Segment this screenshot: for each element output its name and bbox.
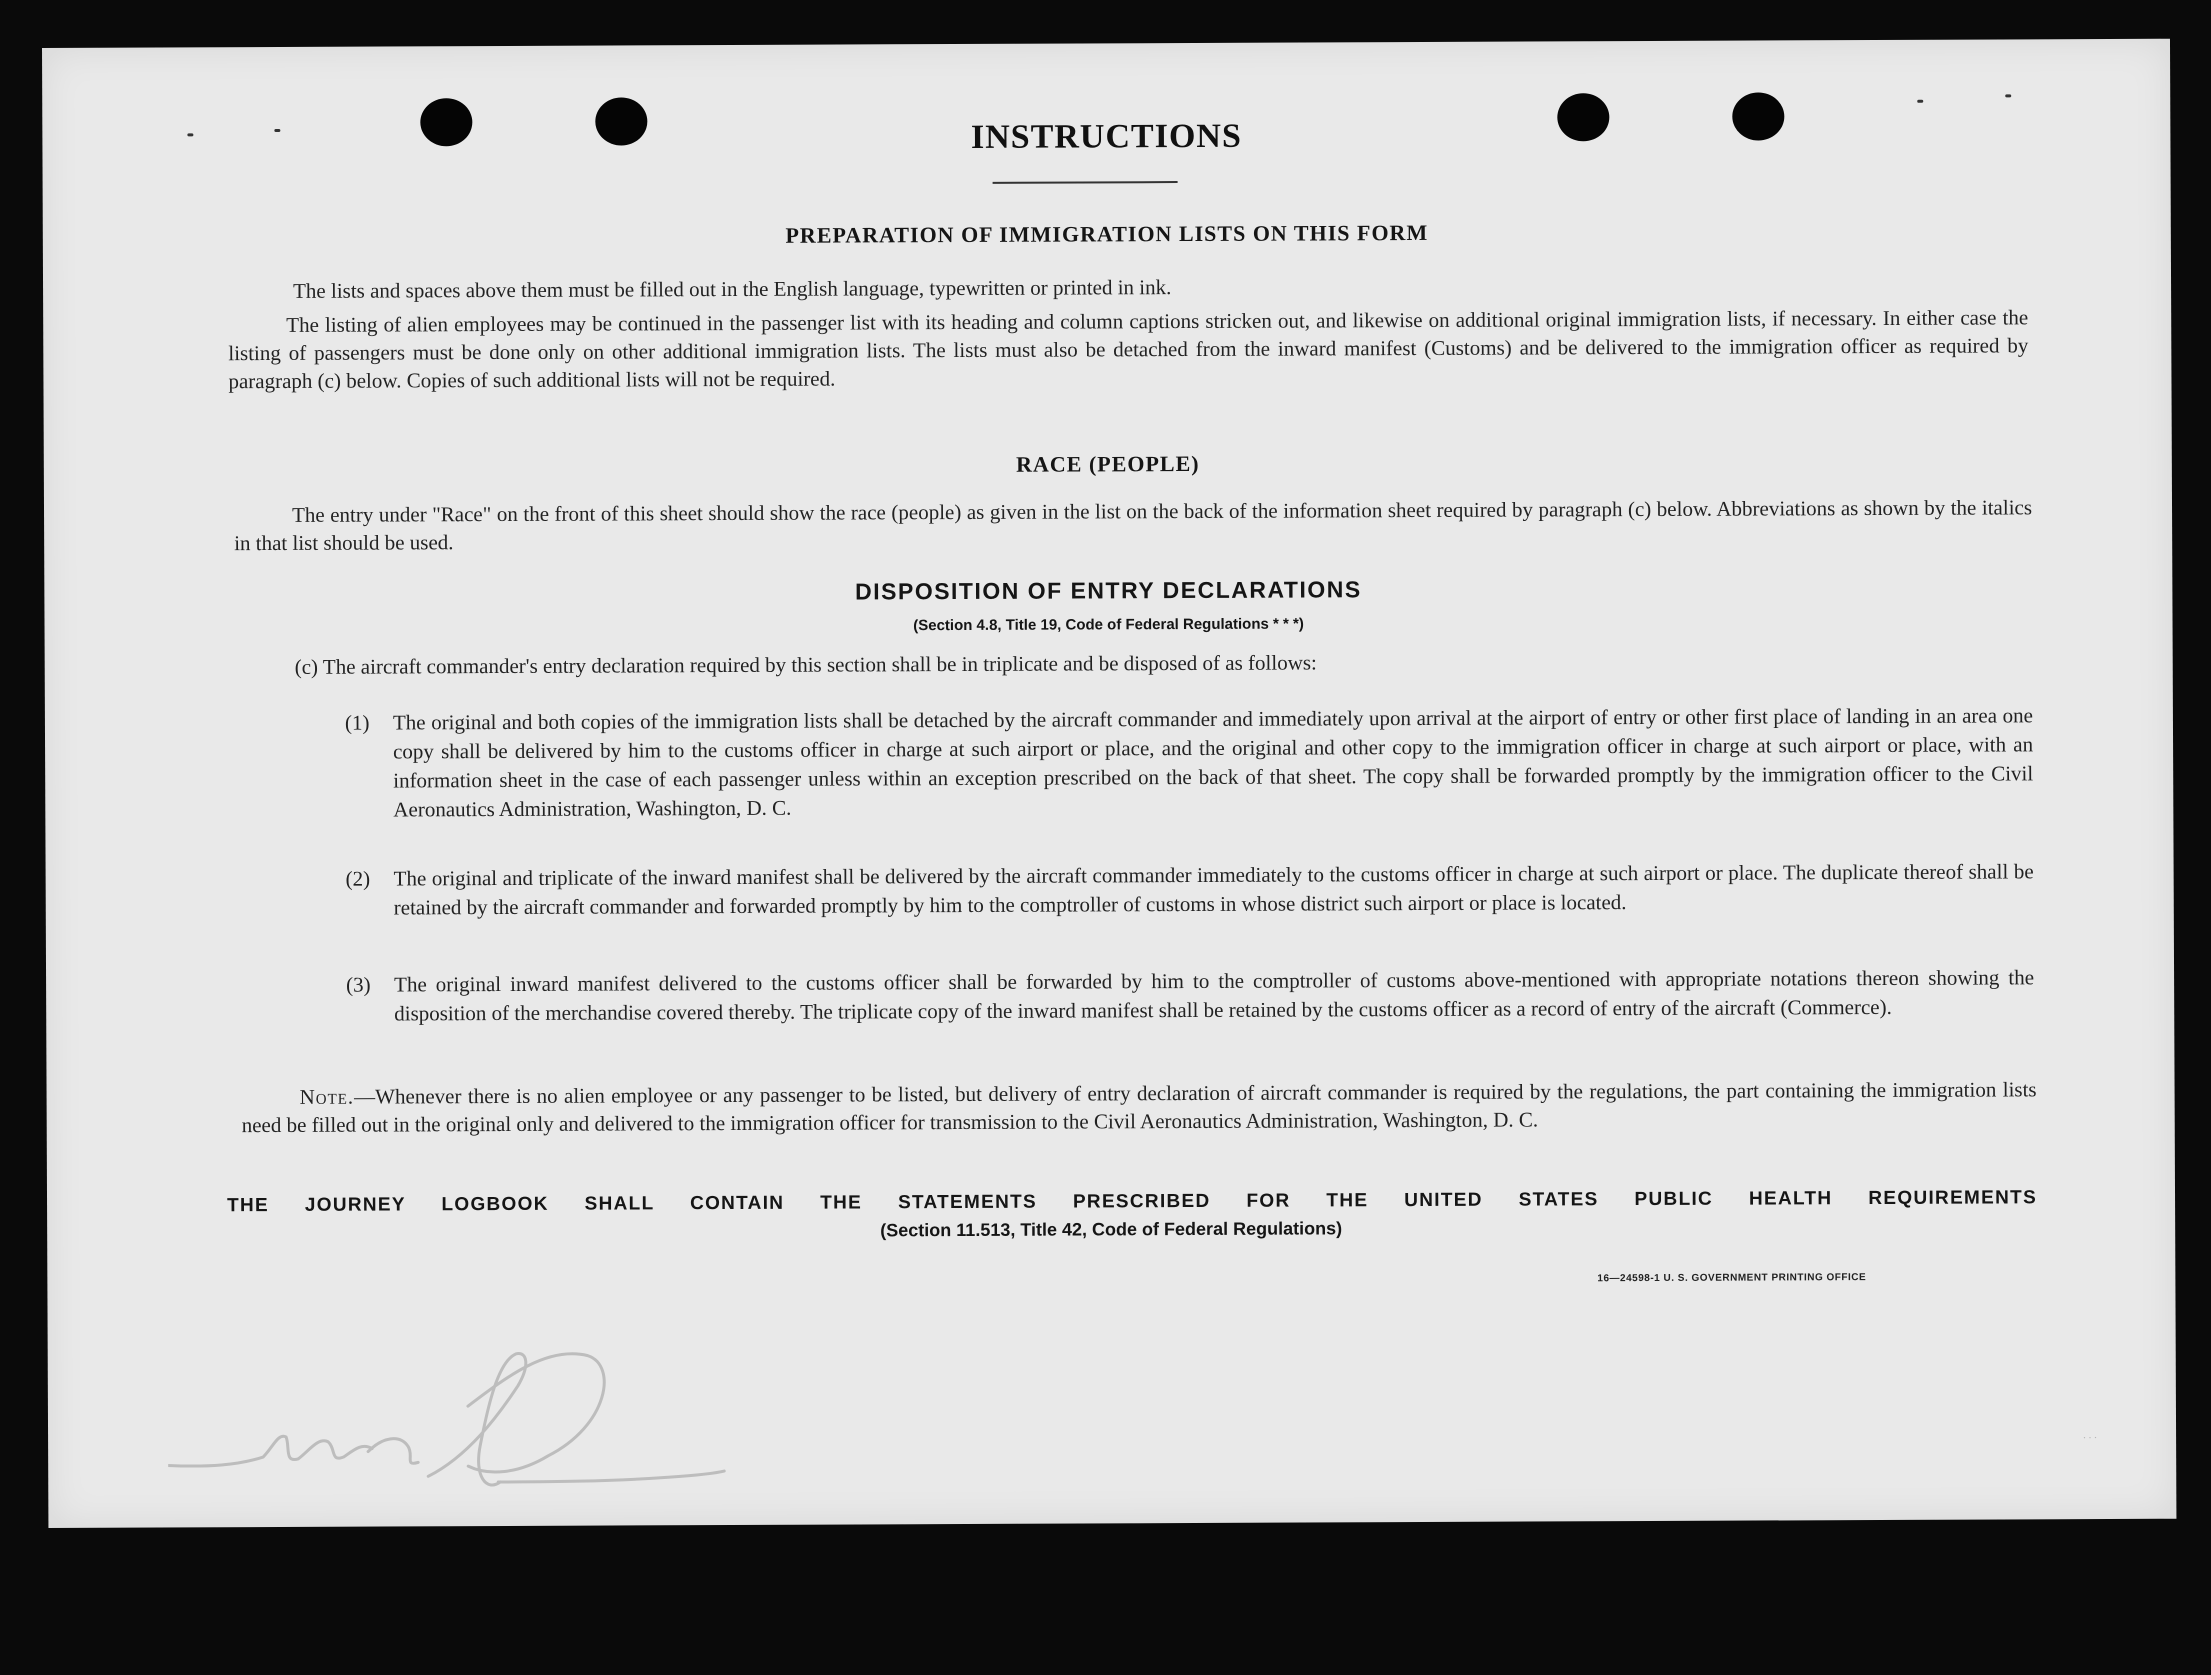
race-heading: RACE (PEOPLE) [1016, 450, 1200, 477]
preparation-paragraph-1: The lists and spaces above them must be filled out in the English language, typewritten or printed in ink. [293, 275, 1172, 303]
item-text: The original and triplicate of the inward manifest shall be delivered by the aircraft commander immediately to the customs officer in charge at such airport or place. The duplicate thereof shall be retained by the aircraft commander and forwarded promptly by him to the comptroller of customs in whose district such airport or place is located. [393, 859, 2034, 920]
note-text: —Whenever there is no alien employee or any passenger to be listed, but delivery of entry declaration of aircraft commander is required by the regulations, the part containing the immigration lists need be filled out in the original only and delivered to the immigration officer for transmission to the Civil Aeronautics Administration, Washington, D. C. [241, 1077, 2037, 1138]
note-paragraph [242, 1075, 2037, 1139]
signature-image [167, 1305, 728, 1507]
printing-office-mark: 16—24598-1 U. S. GOVERNMENT PRINTING OFFICE [1597, 1272, 1867, 1285]
disposition-item-2 [345, 857, 2034, 920]
speck [1917, 100, 1923, 103]
item-text: The original inward manifest delivered to the customs officer shall be forwarded by him to the comptroller of customs above-mentioned with appropriate notations thereon showing the disposition of the merchandise covered thereby. The triplicate copy of the inward manifest shall be retained by the customs officer as a record of entry of the aircraft (Commerce). [394, 965, 2035, 1026]
item-number: (2) [345, 866, 371, 891]
disposition-citation: (Section 4.8, Title 19, Code of Federal Regulations * * *) [913, 615, 1304, 635]
show-through-text: . . . [2083, 1429, 2097, 1442]
item-text: The original and both copies of the immigration lists shall be detached by the aircraft commander and immediately upon arrival at the airport of entry or other first place of landing in an area one copy shall be delivered by him to the customs officer in charge at such airport or place, and the original and other copy to the immigration officer in charge at such airport or place, with an information sheet in the case of each passenger unless within an exception prescribed on the back of that sheet. The copy shall be forwarded promptly by the immigration officer to the Civil Aeronautics Administration, Washington, D. C. [392, 703, 2034, 822]
page-title: INSTRUCTIONS [970, 117, 1242, 156]
disposition-item-3 [346, 963, 2035, 1026]
disposition-item-1 [344, 701, 2034, 822]
item-number: (1) [344, 710, 370, 735]
note-label: Note. [299, 1084, 355, 1109]
disposition-intro: (c) The aircraft commander's entry declaration required by this section shall be in triplicate and be disposed of as follows: [294, 650, 1317, 679]
item-number: (3) [346, 972, 371, 997]
disposition-heading: DISPOSITION OF ENTRY DECLARATIONS [855, 576, 1362, 605]
preparation-paragraph-2: The listing of alien employees may be continued in the passenger list with its heading and column captions stricken out, and likewise on additional original immigration lists, if necessary. In either case the listing of passengers must be done only on other additional immigration lists. The lists must also be detached from the inward manifest (Customs) and be delivered to the immigration officer as required by paragraph (c) below. Copies of such additional lists will not be required. [228, 305, 2029, 394]
preparation-heading: PREPARATION OF IMMIGRATION LISTS ON THIS FORM [785, 219, 1429, 248]
title-rule [993, 181, 1178, 184]
document-sheet [42, 39, 2176, 1528]
race-paragraph: The entry under "Race" on the front of this sheet should show the race (people) as given in the list on the back of the information sheet required by paragraph (c) below. Abbreviations as shown by the italics in that list should be used. [234, 495, 2033, 556]
logbook-citation: (Section 11.513, Title 42, Code of Federal Regulations) [880, 1218, 1343, 1241]
speck [2005, 94, 2011, 97]
logbook-statement: THE JOURNEY LOGBOOK SHALL CONTAIN THE STATEMENTS PRESCRIBED FOR THE UNITED STATES PUBLIC HEALTH REQUIREMENTS [227, 1187, 2038, 1217]
